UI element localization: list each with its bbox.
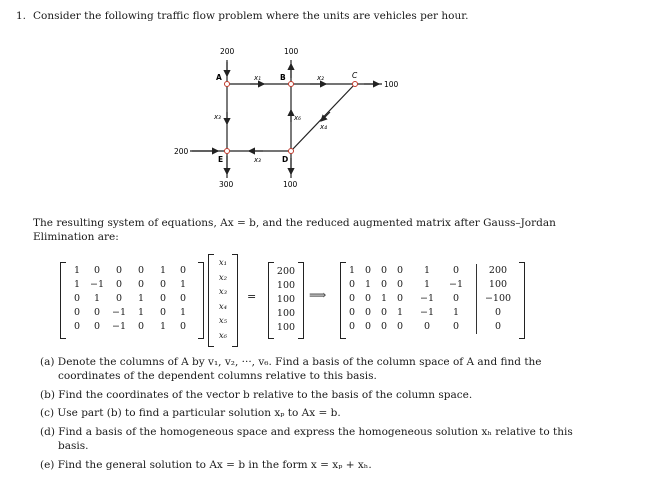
rref-cell: 0: [396, 321, 404, 332]
problem-number: 1.: [16, 10, 27, 22]
rref-cell: −1: [419, 307, 434, 318]
vector-x-entry: x₁: [218, 258, 228, 268]
flow-right: 100: [384, 80, 399, 89]
rref-cell: 100: [488, 279, 508, 290]
flow-left: 200: [174, 147, 189, 156]
node-c-label: C: [352, 71, 358, 80]
matrix-a-cell: 0: [179, 321, 187, 332]
rref-cell: −100: [484, 293, 512, 304]
node-b-label: B: [280, 73, 286, 82]
vector-x-entry: x₄: [218, 301, 228, 312]
matrix-a-right-bracket: [198, 262, 204, 339]
var-x6: x₆: [294, 114, 301, 122]
rref-cell: 0: [380, 307, 388, 318]
rref-cell: 0: [364, 321, 372, 332]
rref-cell: 0: [396, 279, 404, 290]
vector-x-right-bracket: [232, 254, 238, 347]
matrix-a-cell: 0: [137, 265, 145, 276]
var-x2: x₂: [317, 74, 324, 82]
matrix-a-cell: 0: [73, 293, 81, 304]
part-d-line2: basis.: [58, 440, 89, 452]
matrix-a-cell: 1: [179, 307, 187, 318]
matrix-a-cell: 0: [115, 279, 123, 290]
matrix-a-cell: 0: [115, 293, 123, 304]
var-x1: x₁: [254, 74, 261, 82]
matrix-a-cell: 0: [159, 293, 167, 304]
matrix-a-cell: 0: [159, 279, 167, 290]
node-a-label: A: [216, 73, 222, 82]
rref-cell: 0: [380, 321, 388, 332]
node-b-dot: [289, 82, 294, 87]
rref-cell: 0: [494, 307, 502, 318]
rref-cell: 1: [396, 307, 404, 318]
problem-intro: Consider the following traffic flow problem where the units are vehicles per hour.: [33, 10, 469, 22]
matrix-a-cell: 0: [137, 321, 145, 332]
part-a-line2: coordinates of the dependent columns relative to this basis.: [58, 370, 377, 382]
vector-x: [214, 256, 232, 343]
part-a-line1: (a) Denote the columns of A by v₁, v₂, ···, v₆. Find a basis of the column space of A and find the: [40, 356, 542, 368]
part-b: (b) Find the coordinates of the vector b relative to the basis of the column space.: [40, 389, 473, 401]
matrix-a-cell: 0: [179, 293, 187, 304]
rref-cell: 0: [452, 321, 460, 332]
rref-cell: 0: [396, 265, 404, 276]
node-c-dot: [353, 82, 358, 87]
rref-cell: 0: [348, 307, 356, 318]
rref-cell: 1: [364, 279, 372, 290]
rref-cell: 1: [423, 265, 431, 276]
matrix-a-cell: 0: [73, 307, 81, 318]
vector-x-entry: x₂: [218, 272, 228, 283]
matrix-a-cell: 0: [179, 265, 187, 276]
arrow-x4: [321, 112, 330, 121]
matrix-a-cell: 1: [159, 321, 167, 332]
var-x3-left: x₃: [214, 113, 221, 121]
matrix-a-cell: 0: [93, 307, 101, 318]
matrix-a-cell: 1: [73, 265, 81, 276]
var-x4: x₄: [320, 123, 327, 131]
system-text-line1: The resulting system of equations, Ax = b, and the reduced augmented matrix after Gauss–Jordan: [33, 217, 556, 229]
system-text-line2: Elimination are:: [33, 231, 119, 243]
vector-x-entry: x₆: [218, 330, 228, 341]
matrix-a-left-bracket: [60, 262, 66, 339]
vector-b-entry: 100: [276, 280, 296, 291]
equals-sign: =: [247, 290, 257, 303]
rref-cell: 0: [452, 293, 460, 304]
rref-right-bracket: [519, 262, 525, 339]
matrix-a-cell: 1: [179, 279, 187, 290]
vector-x-entry: x₃: [218, 287, 228, 297]
matrix-a-cell: 0: [93, 321, 101, 332]
matrix-a-cell: 0: [73, 321, 81, 332]
vector-x-entry: x₅: [218, 316, 228, 326]
traffic-diagram: [170, 40, 410, 200]
part-c: (c) Use part (b) to find a particular solution xₚ to Ax = b.: [40, 407, 341, 419]
matrix-a-cell: 0: [93, 265, 101, 276]
rref-cell: 0: [380, 265, 388, 276]
rref-cell: 0: [348, 321, 356, 332]
rref-cell: 0: [348, 293, 356, 304]
rref-cell: 0: [396, 293, 404, 304]
node-e-dot: [225, 149, 230, 154]
implies-sign: ⟹: [309, 288, 327, 302]
node-e-label: E: [218, 155, 224, 164]
rref-cell: 1: [423, 279, 431, 290]
rref-cell: 1: [348, 265, 356, 276]
node-d-label: D: [282, 155, 289, 164]
rref-augment-bar: [476, 264, 477, 334]
rref-cell: 1: [452, 307, 460, 318]
vector-b-entry: 200: [276, 266, 296, 277]
rref-cell: 0: [348, 279, 356, 290]
matrix-a-cell: −1: [112, 321, 127, 332]
rref-cell: 0: [494, 321, 502, 332]
vector-b-entry: 100: [276, 294, 296, 305]
vector-b-entry: 100: [276, 322, 296, 333]
rref-cell: 1: [380, 293, 388, 304]
rref-cell: 0: [364, 265, 372, 276]
rref-cell: 0: [380, 279, 388, 290]
rref-cell: 200: [488, 265, 508, 276]
rref-cell: 0: [364, 293, 372, 304]
matrix-a-cell: 0: [115, 265, 123, 276]
matrix-a-cell: 1: [137, 307, 145, 318]
part-e: (e) Find the general solution to Ax = b in the form x = xₚ + xₕ.: [40, 459, 372, 471]
var-x3-bottom: x₃: [254, 156, 261, 164]
rref-cell: −1: [419, 293, 434, 304]
vector-b-entry: 100: [276, 308, 296, 319]
rref-cell: 0: [452, 265, 460, 276]
matrix-a-cell: −1: [112, 307, 127, 318]
matrix-a-cell: 1: [159, 265, 167, 276]
part-d-line1: (d) Find a basis of the homogeneous space and express the homogeneous solution xₕ relative to this: [40, 426, 573, 438]
rref-cell: 0: [364, 307, 372, 318]
node-a-dot: [225, 82, 230, 87]
vector-b: [273, 265, 299, 335]
rref-cell: −1: [448, 279, 463, 290]
matrix-a-cell: 1: [73, 279, 81, 290]
matrix-a-cell: −1: [90, 279, 105, 290]
matrix-a-cell: 0: [159, 307, 167, 318]
node-d-dot: [289, 149, 294, 154]
rref-cell: 0: [423, 321, 431, 332]
flow-bottom-left: 300: [219, 180, 234, 189]
flow-top-right: 100: [284, 47, 299, 56]
matrix-a-cell: 1: [137, 293, 145, 304]
matrix-a-cell: 1: [93, 293, 101, 304]
flow-top-left: 200: [220, 47, 235, 56]
flow-bottom-right: 100: [283, 180, 298, 189]
matrix-a-cell: 0: [137, 279, 145, 290]
